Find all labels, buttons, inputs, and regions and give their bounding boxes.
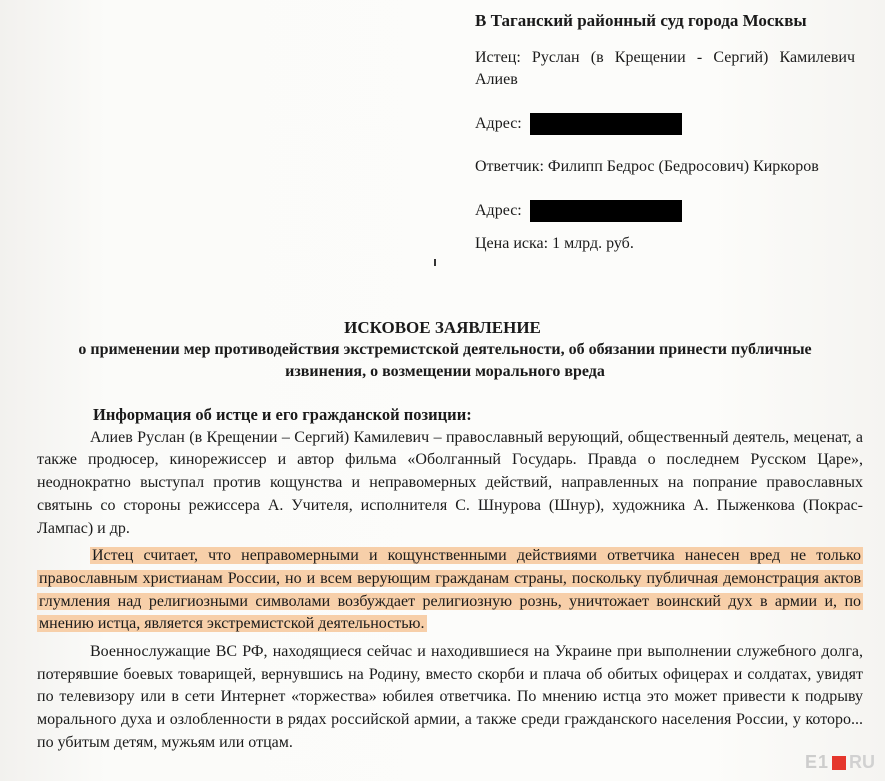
plaintiff-line: Истец: Руслан (в Крещении - Сергий) Камилевич Алиев — [475, 49, 855, 88]
pen-mark — [434, 259, 436, 266]
document-body — [37, 404, 863, 755]
redaction-bar — [530, 113, 682, 135]
redaction-bar — [530, 200, 682, 222]
defendant-address-row — [475, 200, 855, 222]
defendant-line: Ответчик: Филипп Бедрос (Бедросович) Киркоров — [475, 158, 819, 175]
watermark-square-icon — [832, 756, 846, 770]
paragraph-plaintiff-info: Алиев Руслан (в Крещении – Сергий) Камилевич – православный верующий, общественный деятель, меценат, а также продюсер, кинорежиссер и автор фильма «Оболганный Государь. Правда о последнем Русском Царе», неоднократно выступал против кощунства и неправомерных действий, направленных на попрание православных святынь со стороны режиссера А. Учителя, исполнителя С. Шнурова (Шнур), художника А. Пыженкова (Покрас-Лампас) и др. — [37, 428, 863, 537]
watermark-left-text: E1 — [804, 752, 829, 772]
claim-price: Цена иска: 1 млрд. руб. — [475, 235, 634, 252]
plaintiff-address-row — [475, 113, 855, 135]
paragraph-claim — [37, 545, 863, 636]
plaintiff-address-label: Адрес: — [475, 115, 522, 132]
document-title: ИСКОВОЕ ЗАЯВЛЕНИЕ — [344, 318, 541, 337]
highlighted-text: Истец считает, что неправомерными и кощунственными действиями ответчика нанесен вред не только православным христианам России, но и всем верующим гражданам страны, поскольку публичная демонстрация актов глумления над религиозными символами возбуждает религиозную рознь, уничтожает воинский дух в армии и, по мнению истца, является экстремистской деятельностью. — [39, 547, 861, 633]
watermark-right-text: RU — [849, 752, 875, 772]
section-heading: Информация об истце и его гражданской позиции: — [93, 405, 472, 424]
addressee-block — [475, 10, 855, 255]
watermark-logo — [805, 752, 875, 773]
document-subtitle: о применении мер противодействия экстремистской деятельности, об обязании принести публичные извинения, о возмещении морального вреда — [78, 341, 812, 380]
paragraph-servicemen: Военнослужащие ВС РФ, находящиеся сейчас и находившиеся на Украине при выполнении служебного долга, потерявшие боевых товарищей, вернувшись на Родину, вместо скорби и плача об обитых офицерах и солдатах, увидят по телевизору или в сети Интернет «торжества» юбилея ответчика. По мнению истца это может привести к подрыву морального духа и озлобленности в рядах российской армии, а также среди гражданского населения России, у которо... по убитым детям, мужьям или отцам. — [37, 643, 863, 751]
defendant-address-label: Адрес: — [475, 202, 522, 219]
court-name: В Таганский районный суд города Москвы — [475, 11, 807, 30]
